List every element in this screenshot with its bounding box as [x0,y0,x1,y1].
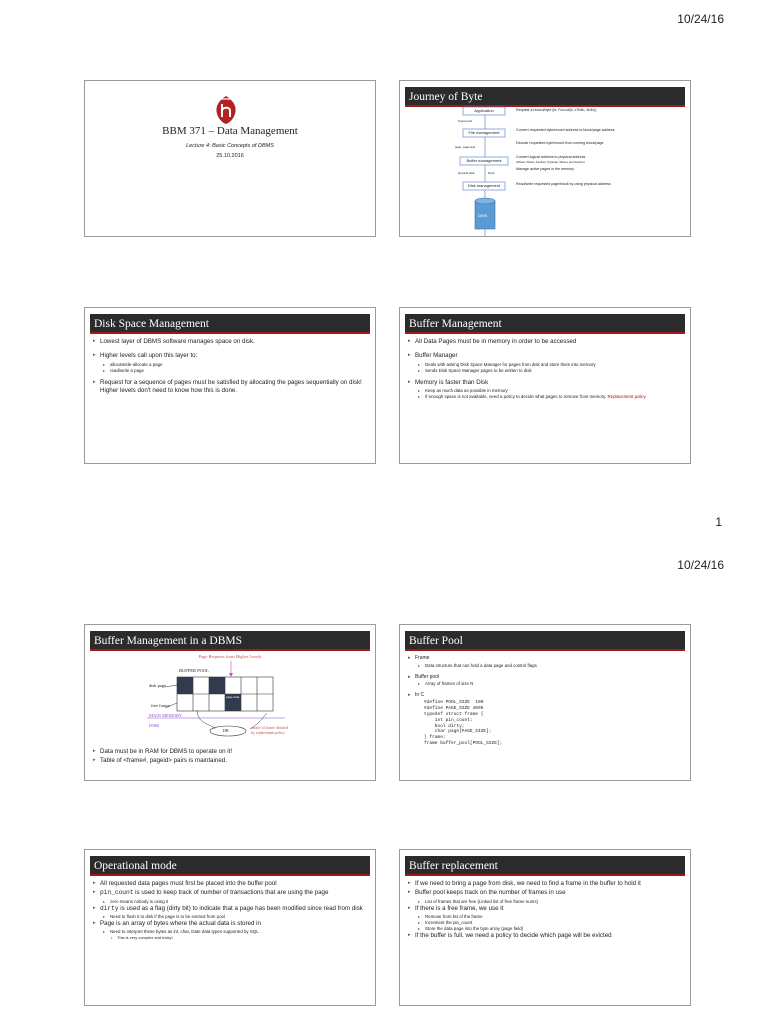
sub-bullet: ▸ Remove from list of the frame [418,914,682,920]
sub-bullet: ▸ zero means nobody is using it [103,899,367,905]
diagram-label: DISK [149,723,160,728]
diagram-label: free frame [151,703,170,708]
journey-desc: Convert logical address to physical address [516,155,586,159]
slide-title: Buffer Management [405,314,685,334]
disk-management-label: Disk management [467,183,501,188]
page-date-2: 10/24/16 [677,558,724,572]
sub-bullet: ▸ List of frames that are free (Linked list of free frame nums) [418,899,682,905]
sub-bullet: ▸ Need to interpret these bytes as int, char, Date data types supported by SQL [103,929,367,935]
journey-desc: Manage active pages in the memory [516,167,574,171]
sub-bullet: ▸ Data structure that can hold a data page and control flags [418,663,682,669]
slide-title: Buffer Management in a DBMS [90,631,370,651]
bullet [93,889,367,897]
bullet: ▸ Memory is faster than Disk [408,379,682,387]
diagram-label: BUFFER POOL [179,668,209,673]
occupied-frame [177,677,193,694]
bullet: ▸ Higher levels call upon this layer to: [93,352,367,360]
sub-bullet: ▸ allocate/de-allocate a page [103,362,367,368]
diagram-label: by replacement policy [251,731,285,735]
bullet: ▸ Table of <frame#, pageid> pairs is maintained. [93,757,367,765]
bullet: ▸ Buffer pool keeps track on the number of frames in use [408,889,682,897]
buffer-management-slide [399,307,691,464]
sub-bullet: ▸ Store the data page into the byte array (page field) [418,926,682,932]
bullet: ▸ Frame [408,655,682,662]
bullet: ▸ All requested data pages must first be placed into the buffer pool [93,880,367,888]
occupied-frame [209,677,225,694]
slide-title: Operational mode [90,856,370,876]
bullet: ▸ Lowest layer of DBMS software manages space on disk. [93,338,367,346]
page-date: 10/24/16 [677,12,724,26]
bullet: ▸ In C [408,692,682,699]
bullet: ▸ Buffer Manager [408,352,682,360]
slide-title: Buffer Pool [405,631,685,651]
arrow-label: byte/record [458,119,472,123]
diagram-label: MAIN MEMORY [149,713,183,718]
journey-desc: Convert requested byte/record address to block/page address [516,128,615,132]
pin-count-code: pin_count [100,889,134,897]
bullet: ▸ If the buffer is full, we need a policy to decide which page will be evicted [408,932,682,940]
journey-desc: Decode requested byte/record from coming block/page [516,141,604,145]
title-slide [84,80,376,237]
arrow-label: page, page:recd [455,145,476,149]
sub-bullet: ▸ read/write a page [103,368,367,374]
page-data-label: page data [194,678,208,682]
sub-bullet-text: If enough space is not available, need a policy to decide what pages to remove from memory. [425,393,607,399]
sub-bullet: ▸ Array of frames of size N [418,681,682,687]
journey-slide [399,80,691,237]
page-number: 1 [715,515,722,529]
slide-title: Buffer replacement [405,856,685,876]
arrow-label: physical addr. [458,171,476,175]
bullet: ▸ If we need to bring a page from disk, we need to find a frame in the buffer to hold it [408,880,682,888]
dirty-code: dirty [100,904,119,912]
sub-bullet: ▸ Sends Disk Space Manager pages to be written to disk [418,368,682,374]
journey-desc: Read/write requested page/block by using physical address [516,182,611,186]
university-logo-icon [213,95,239,125]
page-data-label: page data [226,695,240,699]
disk-label: DISK [478,213,488,218]
journey-diagram [400,81,691,237]
diagram-label: Page Requests from Higher Levels [198,654,262,659]
operational-mode-slide [84,849,376,1006]
lecture-date: 25.10.2016 [216,153,244,159]
sub-bullet: ▸ Need to flush it to disk if the page is to be evicted from pool [103,914,367,920]
disk-cylinder-icon [475,198,495,204]
file-management-label: File management [468,130,500,135]
bullet: ▸ Data must be in RAM for DBMS to operate on it! [93,748,367,756]
bullet-text: is used to keep track of number of transactions that are using the page [133,889,329,897]
lecture-title: Lecture 4: Basic Concepts of DBMS [186,143,274,149]
journey-desc: Request a record/byte (ie. Foo.c#(5, c7b4b, 4b3c)) [516,108,597,112]
sub-bullet: ▸ Deals with asking Disk Space Manager for pages from disk and store them into memory [418,362,682,368]
buffer-pool-slide [399,624,691,781]
c-code-block: #define POOL_SIZE 100 #define PAGE_SIZE 4096 typedef struct frame { int pin_count; bool dirty; char page[PAGE_SIZE]; } frame; frame buffer_pool[POOL_SIZE]; [424,700,503,747]
sub-bullet: ▸ Keep as much data as possible in memory [418,388,682,394]
arrow-label: block [488,171,495,175]
journey-desc: (Wheel, Wheel, Section) (Cylinder, Wheel, and Section) [516,160,585,164]
sub-bullet: ▸ Increment the pin_count [418,920,682,926]
application-label: Application [474,108,494,113]
bullet-text: is used as a flag (dirty bit) to indicate that a page has been modified since read from disk [118,904,363,912]
buffer-management-label: Buffer management [466,158,502,163]
course-title: BBM 371 – Data Management [162,125,298,137]
bullet: ▸ Request for a sequence of pages must be satisfied by allocating the pages sequentially on disk! Higher levels don't need to know how this is done. [93,379,367,396]
sub-bullet [418,394,682,400]
diagram-label: DB [223,728,229,733]
buffer-dbms-slide [84,624,376,781]
bullet: ▸ If there is a free frame, we use it [408,905,682,913]
bullet [93,905,367,913]
bullet: ▸ All Data Pages must be in memory in order to be accessed [408,338,682,346]
bullet: ▸ Buffer pool [408,674,682,681]
replacement-policy-highlight: Replacement policy [607,393,646,399]
disk-space-slide [84,307,376,464]
slide-title: Disk Space Management [90,314,370,334]
diagram-label: choice of frame dictated [251,726,288,730]
sub-sub-bullet: • This is very complex and tricky! [111,935,367,940]
bullet: ▸ Page is an array of bytes where the actual data is stored in [93,920,367,928]
diagram-label: disk page [149,683,167,688]
slide-title: Journey of Byte [405,87,685,107]
buffer-replacement-slide [399,849,691,1006]
